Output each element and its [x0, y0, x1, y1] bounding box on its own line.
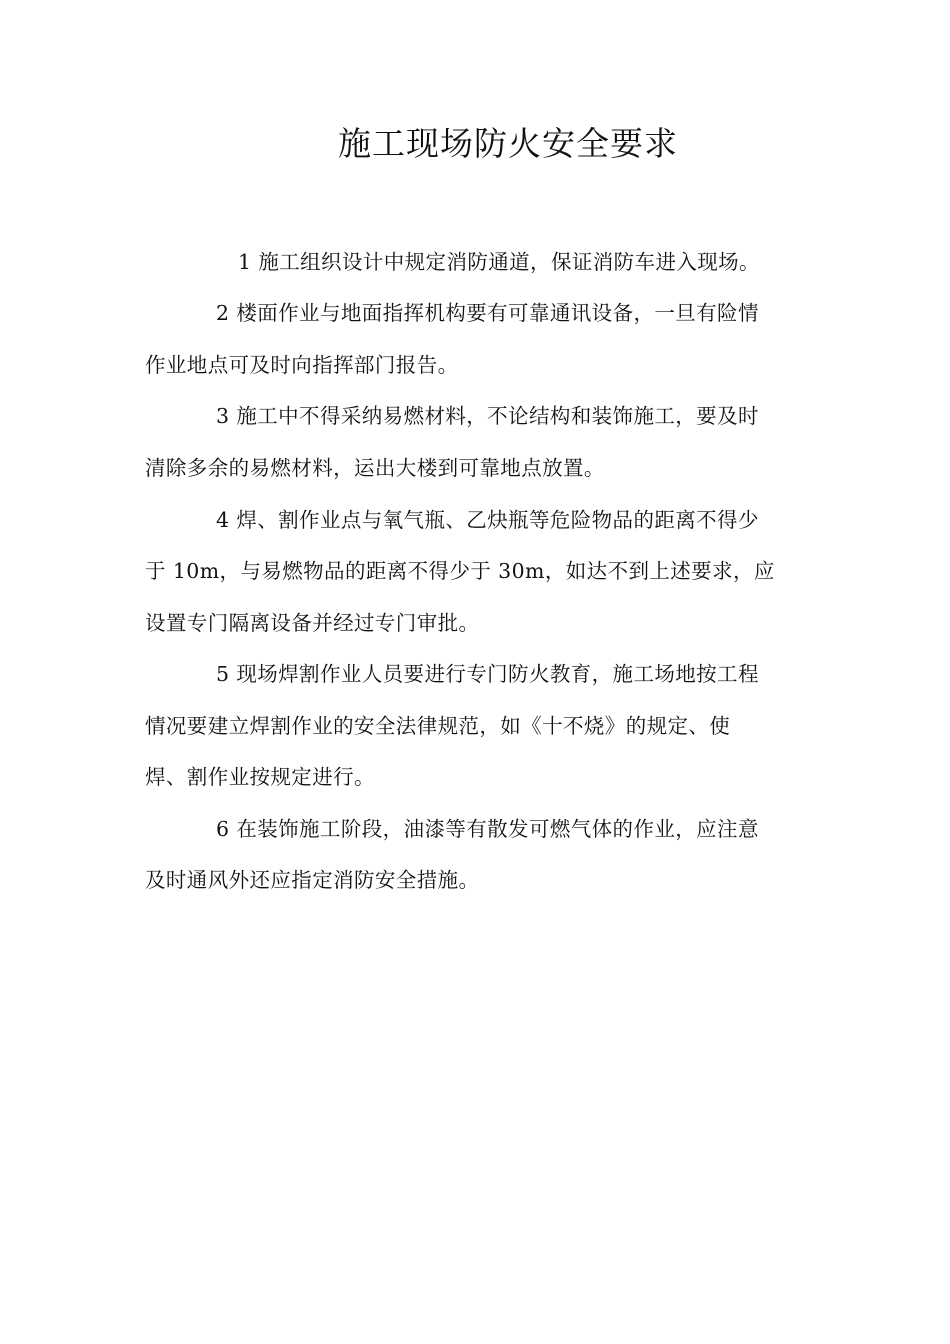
paragraph-5-line-3: 焊、割作业按规定进行。: [145, 765, 375, 789]
paragraph-2-line-1: 2 楼面作业与地面指挥机构要有可靠通讯设备，一旦有险情: [216, 301, 759, 325]
paragraph-3-line-2: 清除多余的易燃材料，运出大楼到可靠地点放置。: [145, 456, 605, 480]
paragraph-3-line-1: 3 施工中不得采纳易燃材料，不论结构和装饰施工，要及时: [216, 404, 759, 428]
paragraph-6-line-1: 6 在装饰施工阶段，油漆等有散发可燃气体的作业，应注意: [216, 817, 759, 841]
document-title: 施工现场防火安全要求: [338, 124, 678, 163]
paragraph-4-line-1: 4 焊、割作业点与氧气瓶、乙炔瓶等危险物品的距离不得少: [216, 508, 759, 532]
paragraph-1-line-1: 1 施工组织设计中规定消防通道，保证消防车进入现场。: [238, 250, 760, 274]
paragraph-4-line-2: 于 10m，与易燃物品的距离不得少于 30m，如达不到上述要求，应: [145, 559, 775, 583]
paragraph-4-line-3: 设置专门隔离设备并经过专门审批。: [145, 611, 480, 635]
paragraph-5-line-1: 5 现场焊割作业人员要进行专门防火教育，施工场地按工程: [216, 662, 759, 686]
paragraph-2-line-2: 作业地点可及时向指挥部门报告。: [145, 353, 459, 377]
paragraph-5-line-2: 情况要建立焊割作业的安全法律规范，如《十不烧》的规定、使: [145, 714, 731, 738]
paragraph-6-line-2: 及时通风外还应指定消防安全措施。: [145, 868, 480, 892]
